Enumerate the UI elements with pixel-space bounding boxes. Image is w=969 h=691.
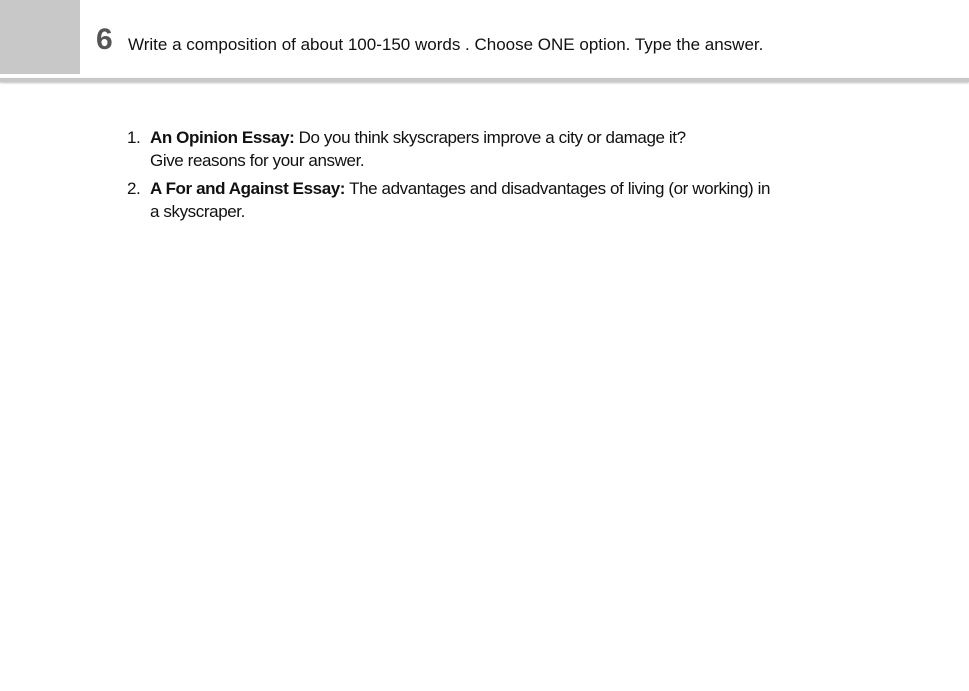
option-text: Do you think skyscrapers improve a city or damage it? bbox=[298, 128, 686, 147]
option-text-continued: Give reasons for your answer. bbox=[150, 151, 365, 170]
option-opinion-essay bbox=[127, 126, 817, 172]
option-title: A For and Against Essay: bbox=[150, 179, 346, 198]
option-text-continued: a skyscraper. bbox=[150, 202, 245, 221]
exercise-number-block bbox=[0, 0, 80, 74]
option-title: An Opinion Essay: bbox=[150, 128, 295, 147]
option-text: The advantages and disadvantages of living (or working) in bbox=[349, 179, 771, 198]
option-for-and-against-essay bbox=[127, 177, 817, 223]
header-divider bbox=[0, 78, 969, 82]
exercise-instruction: Write a composition of about 100-150 words . Choose ONE option. Type the answer. bbox=[128, 35, 764, 54]
option-number: 1. bbox=[127, 128, 141, 147]
option-number: 2. bbox=[127, 179, 141, 198]
options-list bbox=[127, 126, 817, 228]
exercise-number: 6 bbox=[96, 23, 113, 56]
exercise-header bbox=[0, 0, 969, 78]
